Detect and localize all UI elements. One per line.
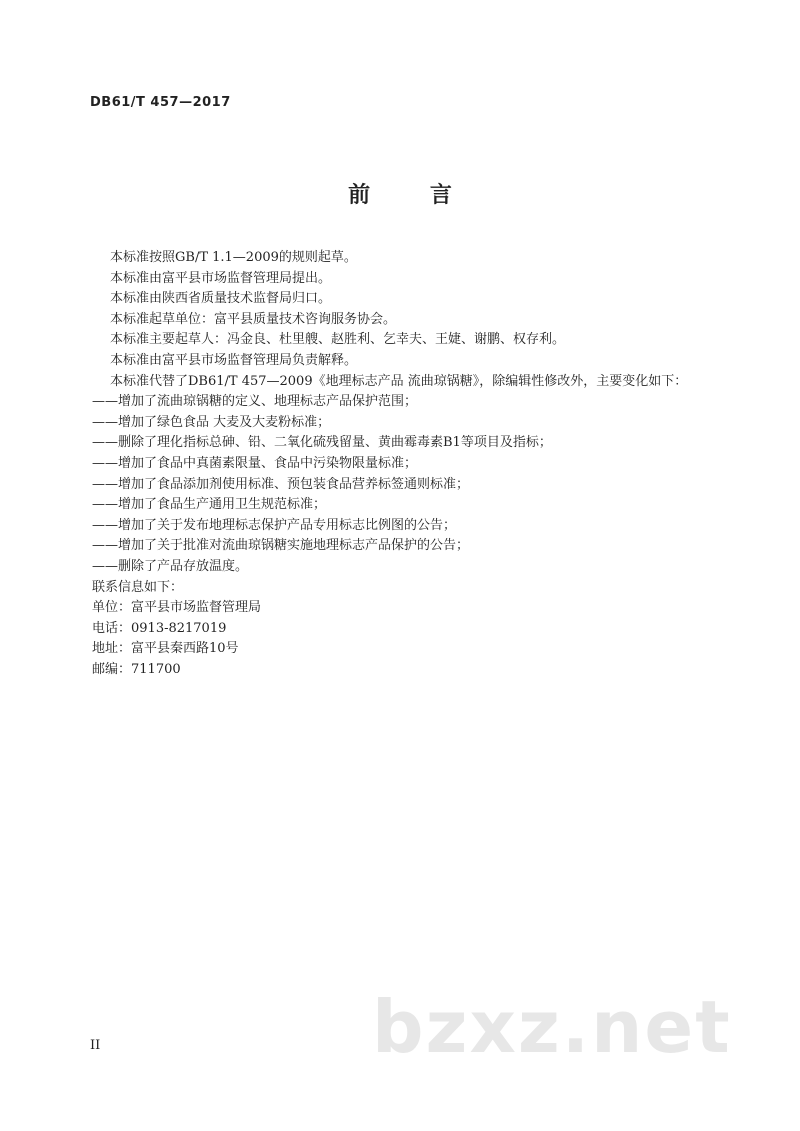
paragraph-line: 本标准按照GB/T 1.1—2009的规则起草。 [110, 250, 357, 265]
list-item: ——删除了产品存放温度。 [92, 558, 249, 574]
paragraph-line: 本标准主要起草人：冯金良、杜里艘、赵胜利、乞幸夫、王婕、谢鹏、权存利。 [110, 332, 566, 348]
list-item: ——增加了食品中真菌素限量、食品中污染物限量标准； [92, 455, 418, 471]
paragraph-line: 本标准起草单位：富平县质量技术咨询服务协会。 [110, 311, 397, 327]
contact-line: 联系信息如下： [92, 579, 184, 595]
contact-line: 邮编：711700 [92, 661, 181, 677]
document-code: DB61/T 457—2017 [90, 95, 231, 110]
list-item: ——增加了关于批准对流曲琼锅糖实施地理标志产品保护的公告； [92, 538, 470, 554]
page-number: II [90, 1038, 101, 1053]
list-item: ——增加了绿色食品 大麦及大麦粉标准； [92, 414, 331, 430]
contact-line: 地址：富平县秦西路10号 [92, 641, 239, 657]
paragraph-line: 本标准由陕西省质量技术监督局归口。 [110, 291, 332, 307]
list-item: ——增加了流曲琼锅糖的定义、地理标志产品保护范围； [92, 394, 418, 410]
contact-line: 单位：富平县市场监督管理局 [92, 600, 262, 616]
body-text [92, 248, 730, 680]
paragraph-line: 本标准由富平县市场监督管理局提出。 [110, 270, 332, 286]
paragraph-line: 本标准代替了DB61/T 457—2009《地理标志产品 流曲琼锅糖》，除编辑性修改外，主要变化如下： [110, 373, 688, 389]
list-item: ——删除了理化指标总砷、铅、二氧化硫残留量、黄曲霉毒素B1等项目及指标； [92, 435, 552, 451]
list-item: ——增加了食品添加剂使用标准、预包装食品营养标签通则标准； [92, 476, 470, 492]
page-title: 前 言 [348, 183, 478, 208]
watermark: bzxz.net [372, 985, 732, 1069]
list-item: ——增加了关于发布地理标志保护产品专用标志比例图的公告； [92, 517, 457, 533]
list-item: ——增加了食品生产通用卫生规范标准； [92, 497, 327, 513]
paragraph-line: 本标准由富平县市场监督管理局负责解释。 [110, 352, 358, 368]
contact-line: 电话：0913-8217019 [92, 620, 227, 636]
